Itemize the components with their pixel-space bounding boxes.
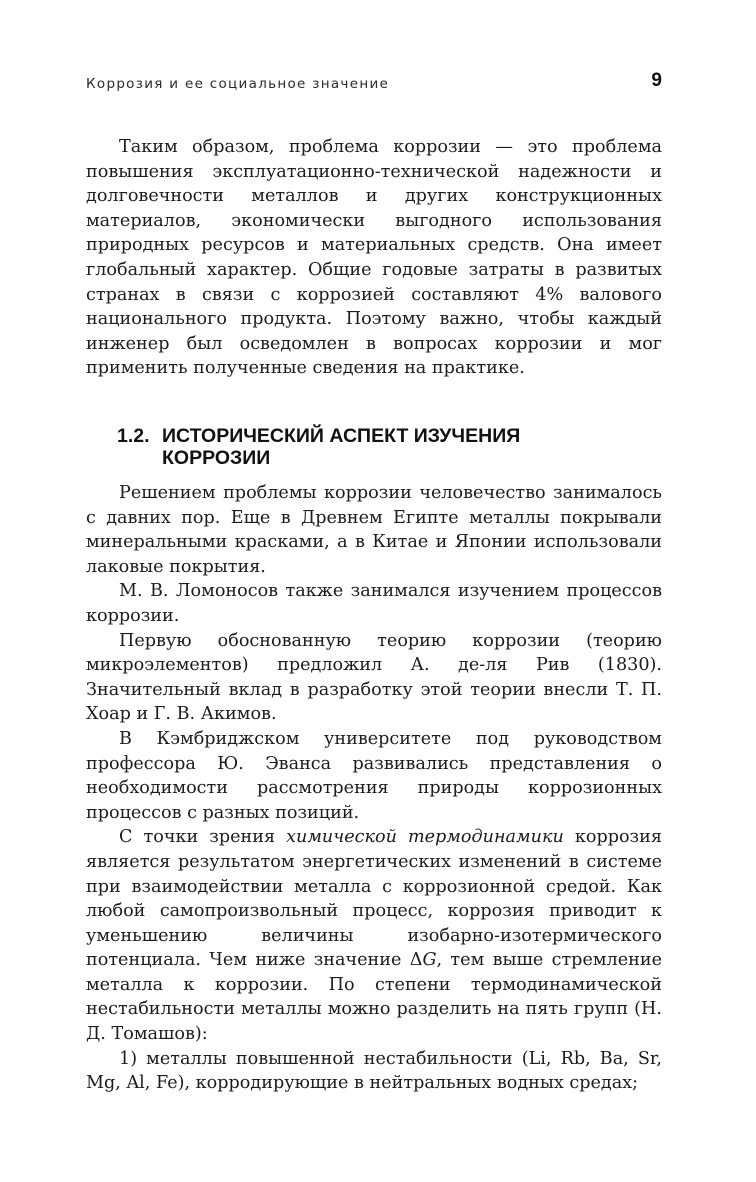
list-item-1: 1) металлы повышенной нестабильности (Li, Rb, Ba, Sr, Mg, Al, Fe), корродирующие в нейтральных водных средах; xyxy=(86,1048,662,1094)
page-number: 9 xyxy=(651,70,662,91)
section-title-line-2: КОРРОЗИИ xyxy=(162,447,271,469)
thermo-italic-term: химической термодинамики xyxy=(286,827,564,848)
intro-block xyxy=(86,135,662,381)
section-body xyxy=(86,481,662,1096)
section-heading xyxy=(119,425,639,469)
thermo-text-start: С точки зрения xyxy=(119,827,287,848)
paragraph-thermodynamics xyxy=(86,825,662,1046)
section-title-line-1: ИСТОРИЧЕСКИЙ АСПЕКТ ИЗУЧЕНИЯ xyxy=(162,425,521,447)
thermo-text-end: , тем выше стремление металла к коррозии. По степени термодинамической нестабильности металлы можно разделить на пять групп (Н. Д. Томашов): xyxy=(86,950,662,1045)
gibbs-symbol: G xyxy=(422,950,437,971)
paragraph-history: Решением проблемы коррозии человечество занималось с давних пор. Еще в Древнем Египте металлы покрывали минеральными красками, а в Китае и Японии использовали лаковые покрытия. xyxy=(86,483,662,577)
thermo-text-middle: коррозия является результатом энергетических изменений в системе при взаимодействии металла с коррозионной средой. Как любой самопроизвольный процесс, коррозия приводит к уменьшению величины изобарно-изотермического потенциала. Чем ниже значение Δ xyxy=(86,827,662,971)
paragraph-lomonosov: М. В. Ломоносов также занимался изучением процессов коррозии. xyxy=(86,581,662,626)
running-title: Коррозия и ее социальное значение xyxy=(86,76,390,92)
paragraph-theory: Первую обоснованную теорию коррозии (теорию микроэлементов) предложил А. де-ля Рив (1830). Значительный вклад в разработку этой теории внесли Т. П. Хоар и Г. В. Акимов. xyxy=(86,630,662,725)
paragraph-cambridge: В Кэмбриджском университете под руководством профессора Ю. Эванса развивались представления о необходимости рассмотрения природы коррозионных процессов с разных позиций. xyxy=(86,728,662,823)
intro-paragraph: Таким образом, проблема коррозии — это проблема повышения эксплуатационно-технической надежности и долговечности металлов и других конструкционных материалов, экономически выгодного использования природных ресурсов и материальных средств. Она имеет глобальный характер. Общие годовые затраты в развитых странах в связи с коррозией составляют 4% валового национального продукта. Поэтому важно, чтобы каждый инженер был осведомлен в вопросах коррозии и мог применить полученные сведения на практике. xyxy=(86,137,662,379)
section-number: 1.2. xyxy=(117,425,150,447)
